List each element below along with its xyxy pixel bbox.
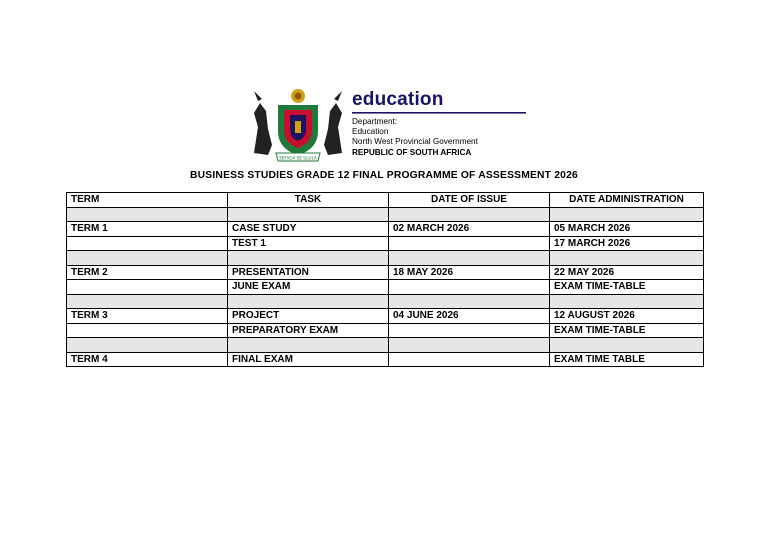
cell-term: TERM 1 <box>67 222 228 237</box>
department-line: Department: <box>352 117 398 126</box>
table-spacer-row <box>67 251 704 266</box>
document-title: BUSINESS STUDIES GRADE 12 FINAL PROGRAMME OF ASSESSMENT 2026 <box>190 170 578 181</box>
cell-task <box>228 251 389 266</box>
cell-date-administration <box>550 338 704 353</box>
cell-term <box>67 338 228 353</box>
cell-task: FINAL EXAM <box>228 352 389 367</box>
cell-date-administration: 22 MAY 2026 <box>550 265 704 280</box>
table-spacer-row <box>67 294 704 309</box>
table-row <box>67 352 704 367</box>
table-row <box>67 222 704 237</box>
department-line: North West Provincial Government <box>352 137 478 147</box>
cell-date-administration <box>550 207 704 222</box>
cell-term <box>67 280 228 295</box>
table-row <box>67 309 704 324</box>
department-logo <box>248 83 528 163</box>
department-line-country: REPUBLIC OF SOUTH AFRICA <box>352 147 472 157</box>
cell-date-administration: 17 MARCH 2026 <box>550 236 704 251</box>
cell-date-administration: EXAM TIME TABLE <box>550 352 704 367</box>
cell-date-administration: 05 MARCH 2026 <box>550 222 704 237</box>
cell-date-of-issue <box>389 280 550 295</box>
cell-task: PREPARATORY EXAM <box>228 323 389 338</box>
cell-date-administration: EXAM TIME-TABLE <box>550 280 704 295</box>
cell-task: TEST 1 <box>228 236 389 251</box>
coat-of-arms-icon <box>248 83 348 163</box>
table-row <box>67 280 704 295</box>
cell-date-of-issue <box>389 294 550 309</box>
department-lines <box>352 117 478 158</box>
cell-task <box>228 207 389 222</box>
cell-date-of-issue <box>389 323 550 338</box>
cell-task <box>228 338 389 353</box>
table-spacer-row <box>67 338 704 353</box>
cell-term: TERM 4 <box>67 352 228 367</box>
column-header-date-of-issue: DATE OF ISSUE <box>389 193 550 208</box>
crest-motto: SEFAGA SE ULULA <box>279 155 317 161</box>
cell-date-of-issue <box>389 207 550 222</box>
table-header-row <box>67 193 704 208</box>
table-row <box>67 236 704 251</box>
department-text-block <box>352 89 532 111</box>
cell-term <box>67 294 228 309</box>
cell-date-of-issue: 02 MARCH 2026 <box>389 222 550 237</box>
cell-date-administration: EXAM TIME-TABLE <box>550 323 704 338</box>
cell-date-of-issue <box>389 236 550 251</box>
cell-task: PRESENTATION <box>228 265 389 280</box>
cell-date-of-issue <box>389 352 550 367</box>
cell-task: PROJECT <box>228 309 389 324</box>
cell-task: JUNE EXAM <box>228 280 389 295</box>
department-line: Education <box>352 127 389 137</box>
cell-date-administration <box>550 251 704 266</box>
table-row <box>67 265 704 280</box>
column-header-term: TERM <box>67 193 228 208</box>
assessment-table <box>66 192 704 367</box>
cell-date-administration: 12 AUGUST 2026 <box>550 309 704 324</box>
cell-date-of-issue <box>389 338 550 353</box>
cell-term: TERM 3 <box>67 309 228 324</box>
cell-date-administration <box>550 294 704 309</box>
brand-wordmark: education <box>352 89 444 110</box>
cell-term <box>67 207 228 222</box>
cell-term <box>67 323 228 338</box>
wordmark-underline <box>352 112 526 116</box>
cell-term <box>67 251 228 266</box>
table-row <box>67 323 704 338</box>
column-header-date-administration: DATE ADMINISTRATION <box>550 193 704 208</box>
cell-task: CASE STUDY <box>228 222 389 237</box>
table-spacer-row <box>67 207 704 222</box>
cell-term: TERM 2 <box>67 265 228 280</box>
cell-task <box>228 294 389 309</box>
cell-term <box>67 236 228 251</box>
cell-date-of-issue: 04 JUNE 2026 <box>389 309 550 324</box>
cell-date-of-issue: 18 MAY 2026 <box>389 265 550 280</box>
cell-date-of-issue <box>389 251 550 266</box>
column-header-task: TASK <box>228 193 389 208</box>
